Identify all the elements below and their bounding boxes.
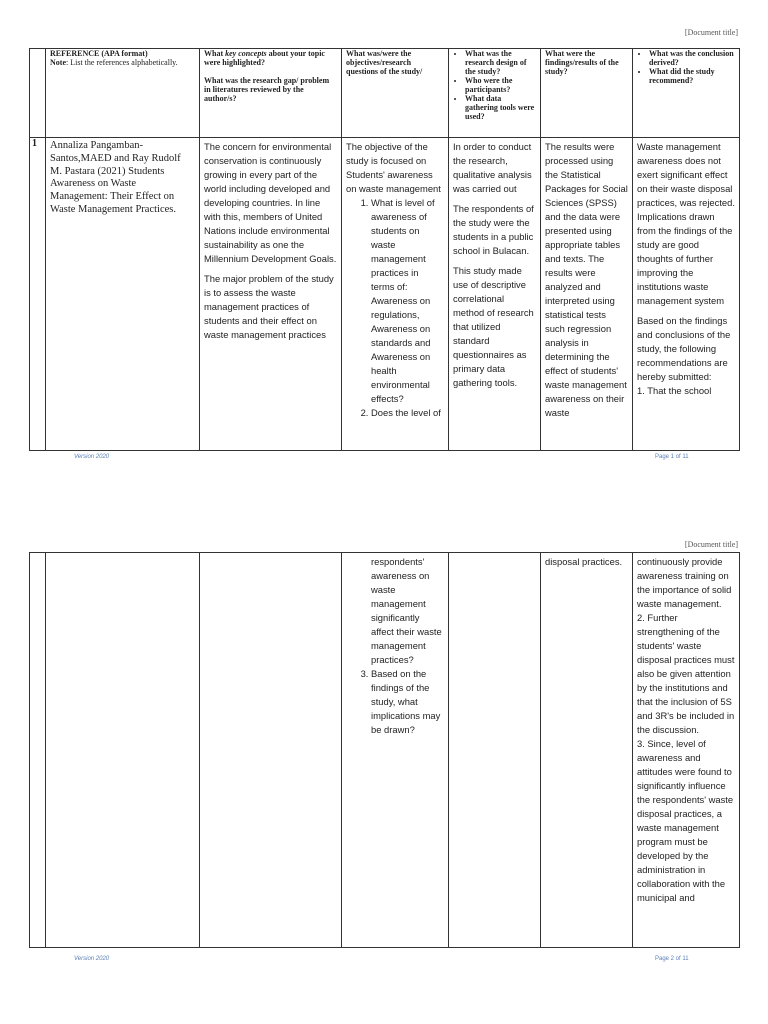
design-paragraph: This study made use of descriptive correlational method of research that utilized standard questionnaires as primary data gathering tools. — [453, 265, 534, 388]
findings-cell: disposal practices. — [541, 553, 633, 948]
design-cell — [449, 138, 541, 451]
table-row — [30, 553, 740, 948]
row-number-cell — [30, 553, 46, 948]
header-gap-question: What was the research gap/ problem in literatures reviewed by the author/s? — [204, 76, 330, 103]
review-table — [29, 48, 740, 451]
header-conclusion — [633, 49, 740, 138]
header-design-item: • Who were the participants? — [465, 76, 536, 94]
design-paragraph: In order to conduct the research, qualitative analysis was carried out — [453, 141, 532, 194]
header-reference-note: Note: List the references alphabetically. — [50, 58, 178, 67]
table-row — [30, 138, 740, 451]
footer-version: Version 2020 — [74, 454, 110, 460]
objectives-intro: The objective of the study is focused on Students' awareness on waste management — [346, 141, 441, 194]
review-table-continued — [29, 552, 740, 948]
reference-cell: Annaliza Pangamban-Santos,MAED and Ray Rudolf M. Pastara (2021) Students Awareness on Waste Management: Their Effect on Waste Management Practices. — [46, 138, 200, 451]
reference-cell — [46, 553, 200, 948]
footer-page-number: Page 2 of 11 — [655, 956, 689, 962]
header-conclusion-item: • What did the study recommend? — [649, 67, 735, 85]
header-number-cell — [30, 49, 46, 138]
document-title-header: [Document title] — [684, 28, 738, 37]
header-concepts — [200, 49, 342, 138]
document-title-header: [Document title] — [684, 540, 738, 549]
table-header-row — [30, 49, 740, 138]
header-conclusion-item: • What was the conclusion derived? — [649, 49, 735, 67]
objective-item: 1. What is level of awareness of students on waste management practices in terms of: Awareness on regulations, Awareness on standards and Awareness on health environmental effects? — [371, 196, 444, 406]
footer-version: Version 2020 — [74, 956, 110, 962]
objectives-cell — [342, 138, 449, 451]
header-findings: What were the findings/results of the study? — [541, 49, 633, 138]
header-design-item: • What was the research design of the study? — [465, 49, 536, 76]
recommendation-item-continued: continuously provide awareness training on the importance of solid waste management. — [637, 556, 732, 609]
header-design-list — [453, 49, 536, 121]
findings-cell: The results were processed using the Statistical Packages for Social Sciences (SPSS) and the data were presented using appropriate tables and texts. The results were analyzed and interpreted using statistical tests such regression analysis in determining the effect of students' waste management awareness on their waste — [541, 138, 633, 451]
objective-item-continued: respondents' awareness on waste management significantly affect their waste management practices? — [371, 556, 442, 665]
footer-page-number: Page 1 of 11 — [655, 454, 689, 460]
objective-item: 3. Based on the findings of the study, what implications may be drawn? — [371, 667, 444, 737]
objective-item: 2. Does the level of — [371, 406, 444, 420]
concepts-cell — [200, 553, 342, 948]
header-concepts-question: What key concepts about your topic were highlighted? — [204, 49, 325, 67]
conclusion-paragraph: Based on the findings and conclusions of the study, the following recommendations are hereby submitted: — [637, 315, 731, 382]
recommendation-item: 1. That the school — [637, 385, 712, 396]
header-design-item: • What data gathering tools were used? — [465, 94, 536, 121]
conclusion-paragraph: Waste management awareness does not exert significant effect on their waste disposal practices, was rejected. Implications drawn from the findings of the study are good thoughts of further improving the institutions waste management system — [637, 141, 735, 306]
concepts-cell — [200, 138, 342, 451]
objectives-list — [346, 196, 444, 420]
row-number: 1 — [30, 138, 46, 451]
concepts-paragraph: The concern for environmental conservation is continuously growing in every part of the world including developed and developing countries. In line with this, members of United Nations include environmental sustainability as one the Millennium Development Goals. — [204, 141, 337, 264]
design-paragraph: The respondents of the study were the students in a public school in Bulacan. — [453, 203, 534, 256]
header-design — [449, 49, 541, 138]
design-cell — [449, 553, 541, 948]
header-objectives: What was/were the objectives/research questions of the study/ — [342, 49, 449, 138]
conclusion-cell — [633, 553, 740, 948]
objectives-list-continued — [346, 555, 444, 737]
recommendation-item: 2. Further strengthening of the students' waste disposal practices must also be given attention by the institutions and that the inclusion of 5S and 3R's be included in the discussion. — [637, 612, 735, 735]
header-reference-title: REFERENCE (APA format) — [50, 49, 148, 58]
recommendation-item: 3. Since, level of awareness and attitudes were found to significantly influence the respondents' waste disposal practices, a waste management program must be developed by the administration in collaboration with the municipal and — [637, 738, 734, 903]
header-reference — [46, 49, 200, 138]
header-conclusion-list — [637, 49, 735, 85]
page-2 — [0, 512, 768, 1024]
concepts-paragraph: The major problem of the study is to assess the waste management practices of students and their effect on waste management practices — [204, 273, 334, 340]
objectives-cell — [342, 553, 449, 948]
conclusion-cell — [633, 138, 740, 451]
